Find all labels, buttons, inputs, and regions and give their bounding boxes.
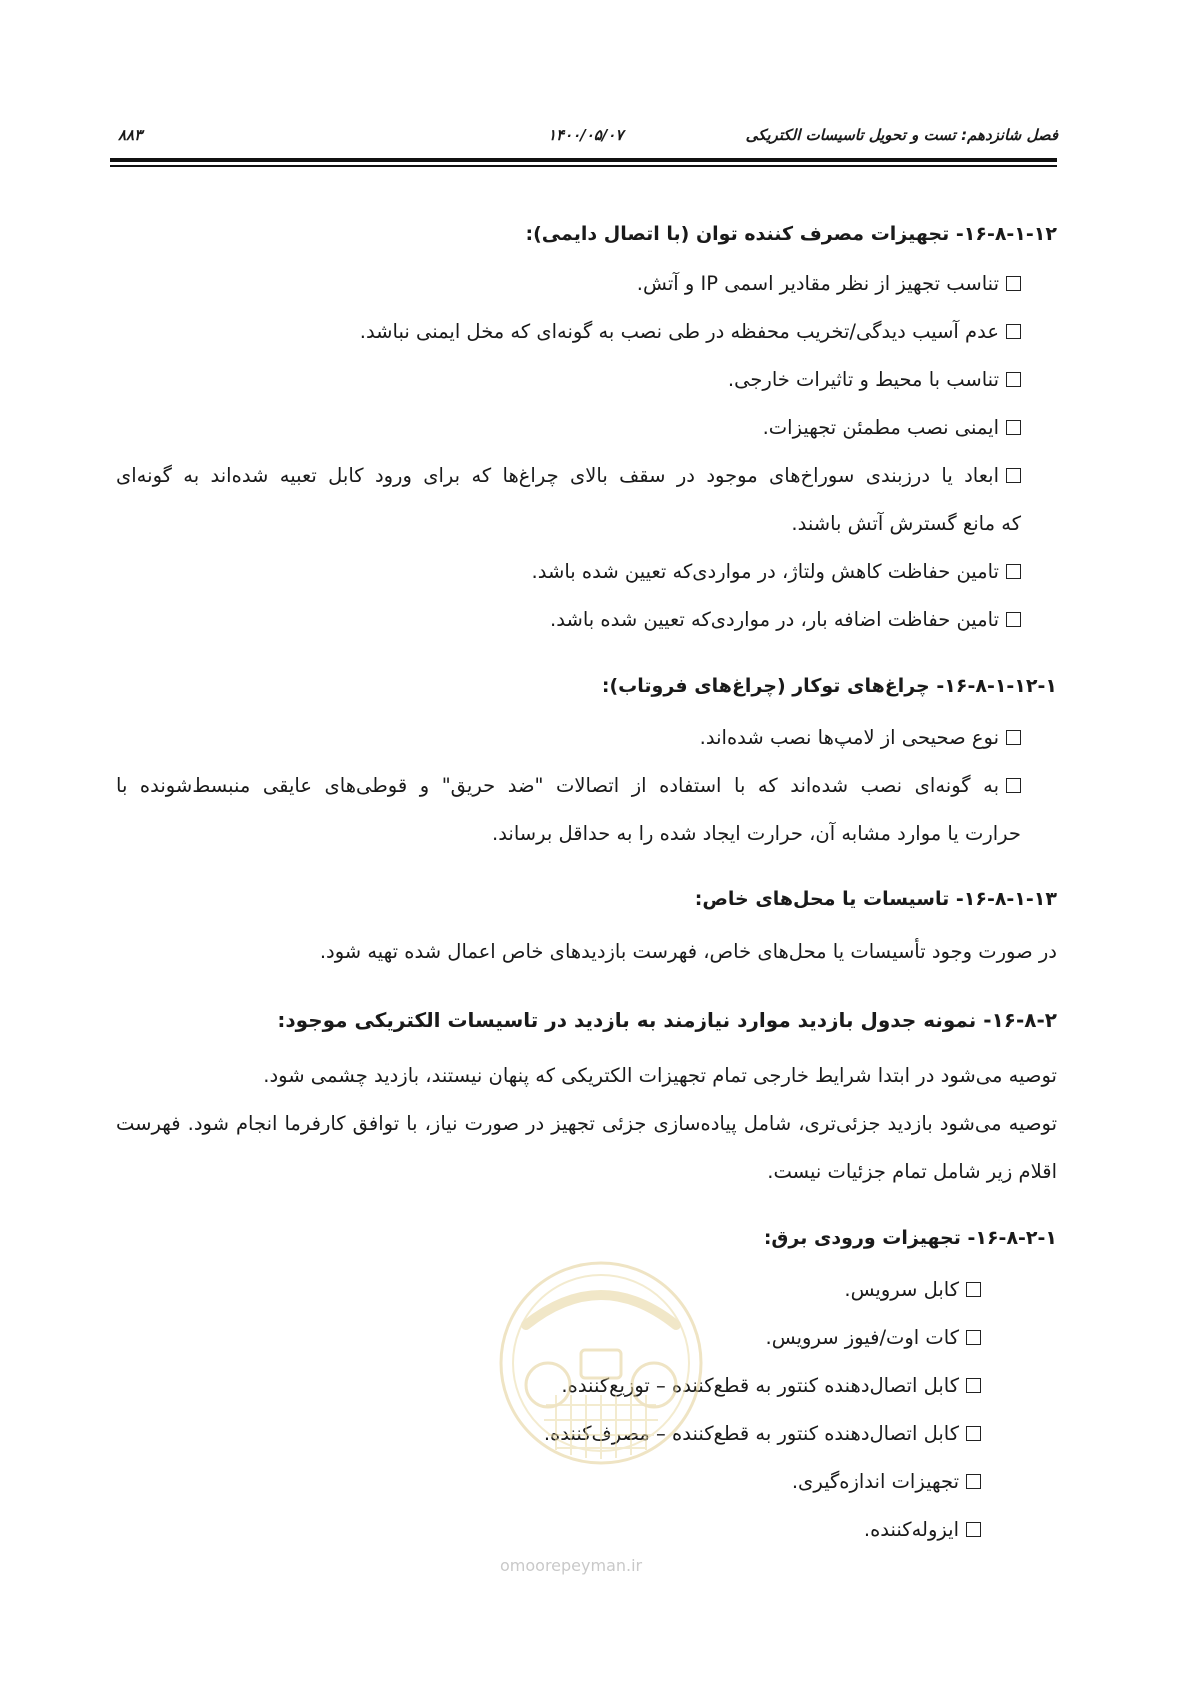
watermark-seal-icon [486,1245,716,1480]
checklist-item: ایزوله‌کننده. [864,1516,981,1544]
checklist-item: کابل اتصال‌دهنده کنتور به قطع‌کننده – توزیع‌کننده. [561,1372,981,1400]
checkbox-icon [966,1426,981,1441]
section-heading: ۱۶-۸-۲- نمونه جدول بازدید موارد نیازمند به بازدید در تاسیسات الکتریکی موجود: [277,1008,1057,1032]
checkbox-icon [1006,612,1021,627]
checkbox-icon [1006,420,1021,435]
checklist-item: تناسب تجهیز از نظر مقادیر اسمی IP و آتش. [637,270,1021,298]
checklist-item: کابل اتصال‌دهنده کنتور به قطع‌کننده – مصرف‌کننده. [544,1420,981,1448]
header-rule-thin [110,165,1057,167]
checklist-item-continuation: که مانع گسترش آتش باشند. [791,512,1021,535]
checkbox-icon [966,1474,981,1489]
section-heading: ۱۶-۸-۱-۱۲-۱- چراغ‌های توکار (چراغ‌های فروتاب): [601,675,1057,697]
header-rule-thick [110,158,1057,162]
watermark-url: omoorepeyman.ir [500,1556,643,1575]
checkbox-icon [1006,564,1021,579]
checkbox-icon [966,1522,981,1537]
paragraph-line: توصیه می‌شود در ابتدا شرایط خارجی تمام تجهیزات الکتریکی که پنهان نیستند، بازدید چشمی شود. [263,1064,1057,1087]
checklist-item: نوع صحیحی از لامپ‌ها نصب شده‌اند. [700,724,1021,752]
header-date: ۱۴۰۰/۰۵/۰۷ [548,126,624,144]
checkbox-icon [1006,468,1021,483]
checklist-item: تناسب با محیط و تاثیرات خارجی. [728,366,1021,394]
checklist-item: عدم آسیب دیدگی/تخریب محفظه در طی نصب به گونه‌ای که مخل ایمنی نباشد. [360,318,1021,346]
checkbox-icon [1006,324,1021,339]
paragraph: در صورت وجود تأسیسات یا محل‌های خاص، فهرست بازدیدهای خاص اعمال شده تهیه شود. [319,940,1057,963]
checklist-item: تجهیزات اندازه‌گیری. [792,1468,981,1496]
checklist-item: ایمنی نصب مطمئن تجهیزات. [763,414,1021,442]
section-heading: ۱۶-۸-۲-۱- تجهیزات ورودی برق: [763,1227,1057,1249]
checkbox-icon [1006,730,1021,745]
checklist-item-continuation: حرارت یا موارد مشابه آن، حرارت ایجاد شده را به حداقل برساند. [492,822,1021,845]
checklist-item: به گونه‌ای نصب شده‌اند که با استفاده از اتصالات "ضد حریق" و قوطی‌های عایقی منبسط‌شونده با [116,772,1021,800]
chapter-title: فصل شانزدهم: تست و تحویل تاسیسات الکتریکی [745,126,1058,144]
checkbox-icon [1006,372,1021,387]
paragraph-line: توصیه می‌شود بازدید جزئی‌تری، شامل پیاده‌سازی جزئی تجهیز در صورت نیاز، با توافق کارفرما انجام شود. فهرست [116,1112,1057,1135]
checklist-item: تامین حفاظت کاهش ولتاژ، در مواردی‌که تعیین شده باشد. [532,558,1021,586]
checklist-item: ابعاد یا درزبندی سوراخ‌های موجود در سقف بالای چراغ‌ها که برای ورود کابل تعبیه شده‌اند به گونه‌ای [116,462,1021,490]
checkbox-icon [966,1378,981,1393]
page-number: ۸۸۳ [118,126,143,144]
checklist-item: کات اوت/فیوز سرویس. [766,1324,981,1352]
checkbox-icon [966,1282,981,1297]
checklist-item: تامین حفاظت اضافه بار، در مواردی‌که تعیین شده باشد. [550,606,1021,634]
section-heading: ۱۶-۸-۱-۱۲- تجهیزات مصرف کننده توان (با اتصال دایمی): [525,223,1057,245]
paragraph-line: اقلام زیر شامل تمام جزئیات نیست. [767,1160,1057,1183]
checkbox-icon [966,1330,981,1345]
checkbox-icon [1006,276,1021,291]
checkbox-icon [1006,778,1021,793]
section-heading: ۱۶-۸-۱-۱۳- تاسیسات یا محل‌های خاص: [694,888,1057,910]
checklist-item: کابل سرویس. [844,1276,981,1304]
